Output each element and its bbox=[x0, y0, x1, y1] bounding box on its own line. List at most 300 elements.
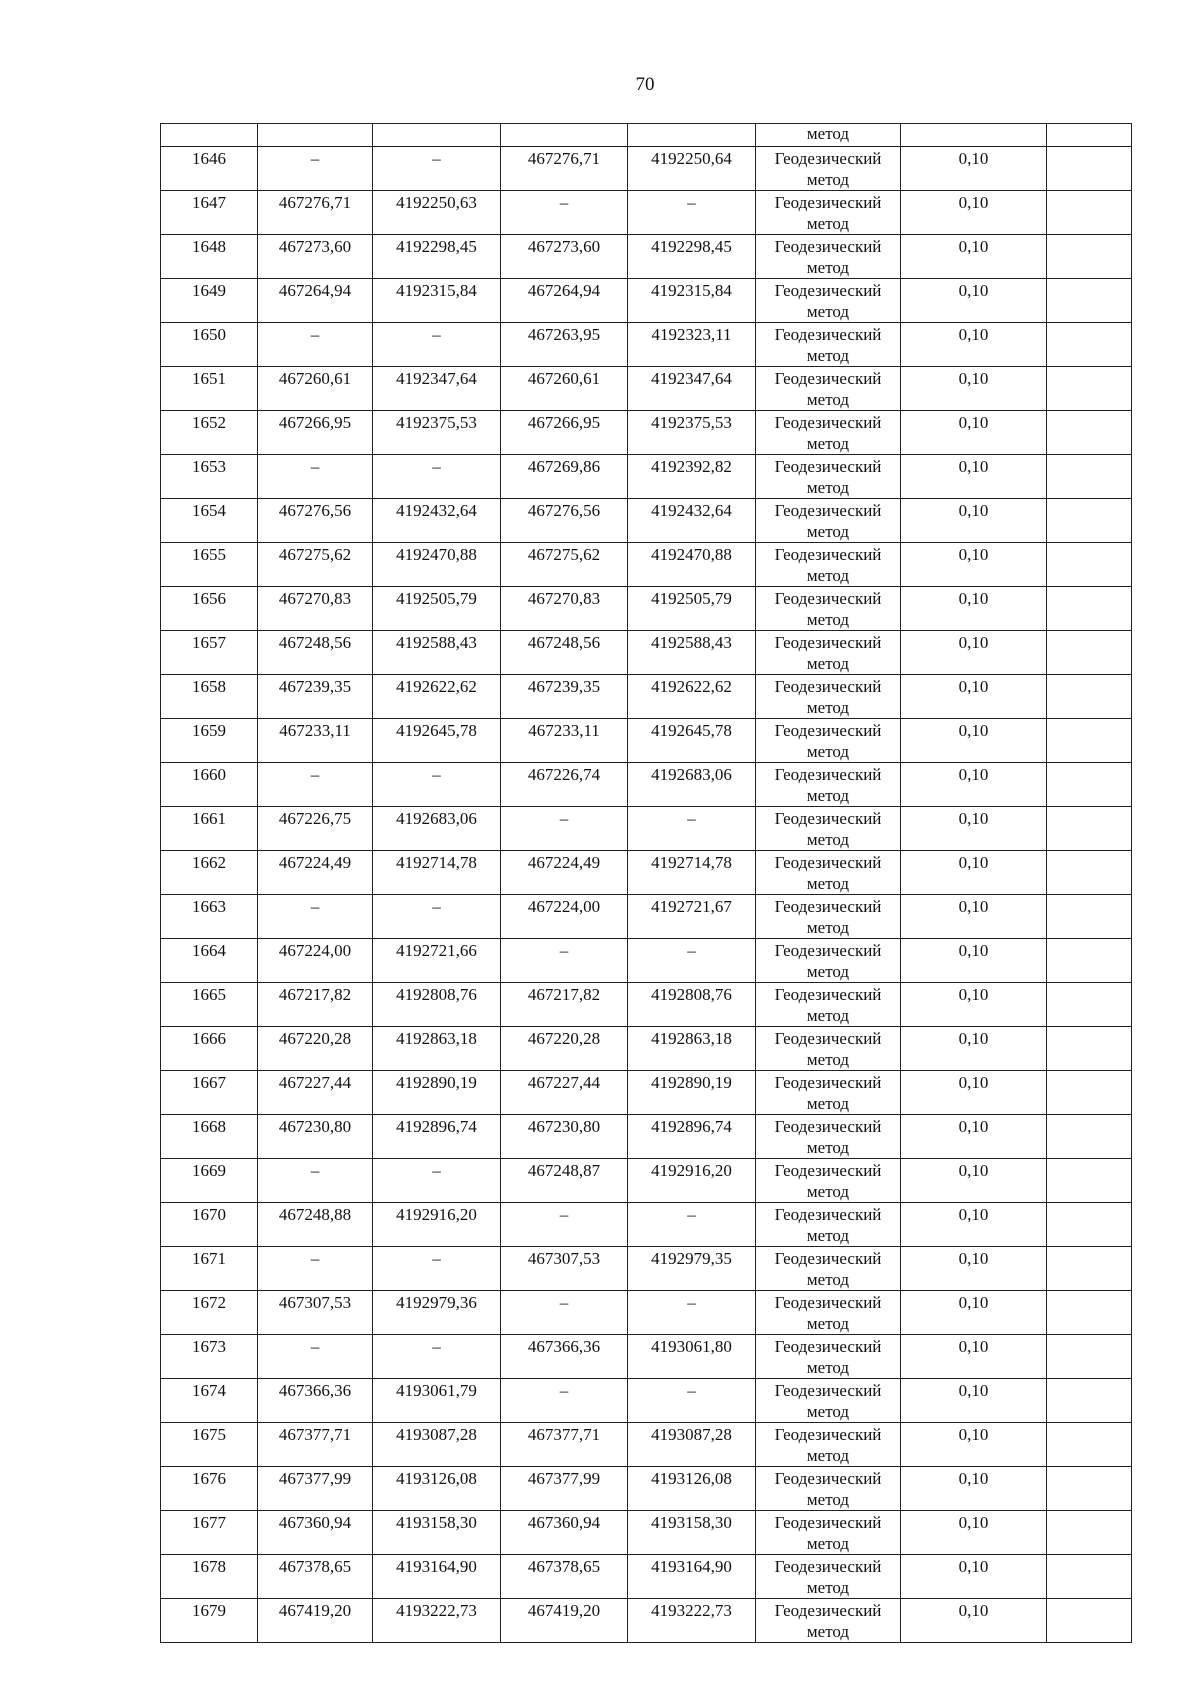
method-cell bbox=[756, 1555, 901, 1599]
method-line-2: метод bbox=[806, 742, 850, 761]
method-line-2: метод bbox=[806, 1578, 850, 1597]
y-new-cell bbox=[628, 543, 756, 587]
x-new-value: 467248,87 bbox=[527, 1161, 601, 1180]
empty-cell bbox=[1047, 675, 1132, 719]
y-existing-cell bbox=[373, 1511, 501, 1555]
method-line-2: метод bbox=[806, 698, 850, 717]
empty-cell bbox=[1047, 499, 1132, 543]
y-existing-value: – bbox=[432, 149, 441, 168]
y-existing-cell bbox=[373, 455, 501, 499]
y-new-value: – bbox=[687, 809, 696, 828]
y-new-value: 4193158,30 bbox=[651, 1513, 732, 1532]
method-cell bbox=[756, 895, 901, 939]
y-new-cell bbox=[628, 763, 756, 807]
method-line-2: метод bbox=[806, 1358, 850, 1377]
point-number-cell bbox=[161, 1115, 258, 1159]
x-new-value: 467233,11 bbox=[528, 721, 600, 740]
table-row bbox=[161, 1555, 1132, 1599]
method-line-2: метод bbox=[806, 1138, 850, 1157]
empty-cell bbox=[1047, 323, 1132, 367]
empty-cell bbox=[1047, 279, 1132, 323]
x-existing-value: – bbox=[310, 897, 320, 916]
accuracy-value: 0,10 bbox=[958, 985, 989, 1004]
method-line-1: Геодезический bbox=[774, 809, 882, 828]
x-new-value: 467360,94 bbox=[527, 1513, 601, 1532]
x-existing-value: – bbox=[310, 457, 320, 476]
x-existing-value: 467276,71 bbox=[278, 193, 352, 212]
x-new-cell bbox=[501, 1599, 628, 1643]
point-number-value: 1654 bbox=[192, 501, 226, 520]
x-new-value: 467273,60 bbox=[527, 237, 601, 256]
x-new-value: – bbox=[559, 1381, 569, 1400]
empty-cell bbox=[1047, 1423, 1132, 1467]
accuracy-cell bbox=[901, 411, 1047, 455]
y-new-value: 4193164,90 bbox=[651, 1557, 732, 1576]
x-new-cell bbox=[501, 939, 628, 983]
point-number-value: 1673 bbox=[192, 1337, 226, 1356]
empty-cell bbox=[1047, 191, 1132, 235]
coordinates-table bbox=[160, 123, 1132, 1643]
method-line-1: Геодезический bbox=[774, 369, 882, 388]
y-new-cell bbox=[628, 1071, 756, 1115]
method-line-2: метод bbox=[806, 1402, 850, 1421]
method-cell bbox=[756, 719, 901, 763]
accuracy-value: 0,10 bbox=[958, 1381, 989, 1400]
table-row bbox=[161, 807, 1132, 851]
empty-cell bbox=[1047, 1555, 1132, 1599]
y-new-cell bbox=[628, 1599, 756, 1643]
accuracy-cell bbox=[901, 895, 1047, 939]
y-existing-value: 4192470,88 bbox=[396, 545, 477, 564]
accuracy-cell bbox=[901, 1247, 1047, 1291]
y-new-cell bbox=[628, 1027, 756, 1071]
method-cell bbox=[756, 587, 901, 631]
x-existing-value: 467239,35 bbox=[278, 677, 352, 696]
x-new-cell bbox=[501, 235, 628, 279]
point-number-value: 1674 bbox=[192, 1381, 226, 1400]
method-line-1: Геодезический bbox=[774, 1249, 882, 1268]
x-existing-value: – bbox=[310, 1249, 320, 1268]
x-existing-cell bbox=[258, 939, 373, 983]
y-existing-value: – bbox=[432, 765, 441, 784]
x-existing-cell bbox=[258, 1027, 373, 1071]
table-cell bbox=[258, 124, 373, 147]
accuracy-cell bbox=[901, 1555, 1047, 1599]
table-row bbox=[161, 1335, 1132, 1379]
point-number-value: 1665 bbox=[192, 985, 226, 1004]
x-existing-cell bbox=[258, 147, 373, 191]
y-existing-cell bbox=[373, 1467, 501, 1511]
point-number-value: 1676 bbox=[192, 1469, 226, 1488]
y-existing-cell bbox=[373, 1027, 501, 1071]
y-existing-cell bbox=[373, 675, 501, 719]
point-number-cell bbox=[161, 939, 258, 983]
method-line-2: метод bbox=[806, 874, 850, 893]
x-new-value: 467378,65 bbox=[527, 1557, 601, 1576]
empty-cell bbox=[1047, 631, 1132, 675]
x-new-value: – bbox=[559, 941, 569, 960]
accuracy-value: 0,10 bbox=[958, 1513, 989, 1532]
accuracy-cell bbox=[901, 1379, 1047, 1423]
x-existing-cell bbox=[258, 235, 373, 279]
method-cell bbox=[756, 807, 901, 851]
x-existing-value: 467307,53 bbox=[278, 1293, 352, 1312]
x-existing-cell bbox=[258, 851, 373, 895]
accuracy-cell bbox=[901, 1115, 1047, 1159]
y-existing-cell bbox=[373, 1599, 501, 1643]
point-number-value: 1667 bbox=[192, 1073, 226, 1092]
method-cell bbox=[756, 543, 901, 587]
point-number-cell bbox=[161, 1203, 258, 1247]
x-existing-value: 467226,75 bbox=[278, 809, 352, 828]
x-existing-cell bbox=[258, 587, 373, 631]
point-number-value: 1648 bbox=[192, 237, 226, 256]
x-existing-cell bbox=[258, 367, 373, 411]
y-new-cell bbox=[628, 1335, 756, 1379]
method-cell bbox=[756, 455, 901, 499]
method-line-1: Геодезический bbox=[774, 853, 882, 872]
accuracy-value: 0,10 bbox=[958, 1117, 989, 1136]
method-cell bbox=[756, 279, 901, 323]
accuracy-cell bbox=[901, 1159, 1047, 1203]
point-number-cell bbox=[161, 367, 258, 411]
table-cell bbox=[628, 124, 756, 147]
table-row bbox=[161, 895, 1132, 939]
point-number-value: 1679 bbox=[192, 1601, 226, 1620]
point-number-value: 1664 bbox=[192, 941, 226, 960]
table-cell bbox=[373, 124, 501, 147]
method-line-1: Геодезический bbox=[774, 1161, 882, 1180]
point-number-cell bbox=[161, 587, 258, 631]
method-line-2: метод bbox=[806, 1094, 850, 1113]
method-line-1: Геодезический bbox=[774, 1557, 882, 1576]
x-existing-cell bbox=[258, 455, 373, 499]
point-number-cell bbox=[161, 191, 258, 235]
x-existing-cell bbox=[258, 191, 373, 235]
x-new-cell bbox=[501, 631, 628, 675]
x-new-cell bbox=[501, 455, 628, 499]
x-new-cell bbox=[501, 1335, 628, 1379]
x-new-cell bbox=[501, 1159, 628, 1203]
y-existing-value: 4192347,64 bbox=[396, 369, 477, 388]
y-new-cell bbox=[628, 235, 756, 279]
accuracy-value: 0,10 bbox=[958, 721, 989, 740]
point-number-cell bbox=[161, 147, 258, 191]
table-row bbox=[161, 763, 1132, 807]
empty-cell bbox=[1047, 543, 1132, 587]
y-existing-cell bbox=[373, 1335, 501, 1379]
y-new-cell bbox=[628, 455, 756, 499]
method-line-2: метод bbox=[806, 1270, 850, 1289]
x-existing-value: 467260,61 bbox=[278, 369, 352, 388]
y-existing-cell bbox=[373, 1379, 501, 1423]
x-existing-value: 467419,20 bbox=[278, 1601, 352, 1620]
method-cell bbox=[756, 1379, 901, 1423]
y-existing-value: 4192714,78 bbox=[396, 853, 477, 872]
method-cell bbox=[756, 939, 901, 983]
x-new-cell bbox=[501, 1511, 628, 1555]
table-row bbox=[161, 1247, 1132, 1291]
x-existing-value: 467224,00 bbox=[278, 941, 352, 960]
y-new-value: 4192714,78 bbox=[651, 853, 732, 872]
x-new-cell bbox=[501, 1467, 628, 1511]
empty-cell bbox=[1047, 1379, 1132, 1423]
method-line-2: метод bbox=[806, 786, 850, 805]
x-new-value: 467269,86 bbox=[527, 457, 601, 476]
accuracy-cell bbox=[901, 367, 1047, 411]
accuracy-value: 0,10 bbox=[958, 1425, 989, 1444]
method-line-1: Геодезический bbox=[774, 281, 882, 300]
point-number-cell bbox=[161, 851, 258, 895]
x-new-cell bbox=[501, 675, 628, 719]
x-existing-value: 467230,80 bbox=[278, 1117, 352, 1136]
x-existing-value: – bbox=[310, 325, 320, 344]
method-line-1: Геодезический bbox=[774, 721, 882, 740]
y-new-value: 4192250,64 bbox=[651, 149, 732, 168]
accuracy-value: 0,10 bbox=[958, 501, 989, 520]
x-existing-cell bbox=[258, 1467, 373, 1511]
x-new-cell bbox=[501, 807, 628, 851]
table-row bbox=[161, 1291, 1132, 1335]
x-new-value: 467275,62 bbox=[527, 545, 601, 564]
table-cell bbox=[501, 124, 628, 147]
method-line-1: Геодезический bbox=[774, 1293, 882, 1312]
empty-cell bbox=[1047, 455, 1132, 499]
accuracy-cell bbox=[901, 235, 1047, 279]
point-number-value: 1678 bbox=[192, 1557, 226, 1576]
accuracy-value: 0,10 bbox=[958, 809, 989, 828]
y-new-value: 4192315,84 bbox=[651, 281, 732, 300]
accuracy-value: 0,10 bbox=[958, 193, 989, 212]
y-existing-cell bbox=[373, 323, 501, 367]
x-existing-value: – bbox=[310, 149, 320, 168]
empty-cell bbox=[1047, 1203, 1132, 1247]
y-new-value: 4192347,64 bbox=[651, 369, 732, 388]
accuracy-value: 0,10 bbox=[958, 853, 989, 872]
point-number-cell bbox=[161, 499, 258, 543]
accuracy-cell bbox=[901, 587, 1047, 631]
point-number-value: 1677 bbox=[192, 1513, 226, 1532]
y-existing-value: 4192896,74 bbox=[396, 1117, 477, 1136]
x-new-value: 467226,74 bbox=[527, 765, 601, 784]
y-new-cell bbox=[628, 983, 756, 1027]
method-line-1: Геодезический bbox=[774, 941, 882, 960]
accuracy-cell bbox=[901, 279, 1047, 323]
empty-cell bbox=[1047, 1467, 1132, 1511]
y-new-value: 4192298,45 bbox=[651, 237, 732, 256]
y-existing-value: 4192622,62 bbox=[396, 677, 477, 696]
x-new-cell bbox=[501, 279, 628, 323]
method-line-1: Геодезический bbox=[774, 1073, 882, 1092]
accuracy-value: 0,10 bbox=[958, 1073, 989, 1092]
empty-cell bbox=[1047, 1027, 1132, 1071]
x-existing-value: – bbox=[310, 765, 320, 784]
x-new-value: 467377,71 bbox=[527, 1425, 601, 1444]
y-existing-value: 4192683,06 bbox=[396, 809, 477, 828]
x-existing-value: 467377,99 bbox=[278, 1469, 352, 1488]
method-cell bbox=[756, 1115, 901, 1159]
y-new-value: 4193061,80 bbox=[651, 1337, 732, 1356]
accuracy-cell bbox=[901, 455, 1047, 499]
y-existing-value: 4192375,53 bbox=[396, 413, 477, 432]
table-row bbox=[161, 587, 1132, 631]
table-row bbox=[161, 1423, 1132, 1467]
y-new-value: 4192392,82 bbox=[651, 457, 732, 476]
x-new-cell bbox=[501, 1071, 628, 1115]
x-existing-value: 467248,88 bbox=[278, 1205, 352, 1224]
point-number-value: 1662 bbox=[192, 853, 226, 872]
method-line-2: метод bbox=[806, 214, 850, 233]
table-row bbox=[161, 191, 1132, 235]
method-cell bbox=[756, 1511, 901, 1555]
point-number-value: 1671 bbox=[192, 1249, 226, 1268]
point-number-cell bbox=[161, 235, 258, 279]
x-new-value: 467224,00 bbox=[527, 897, 601, 916]
table-row bbox=[161, 499, 1132, 543]
y-existing-value: – bbox=[432, 1337, 441, 1356]
y-new-value: 4193126,08 bbox=[651, 1469, 732, 1488]
x-existing-cell bbox=[258, 1335, 373, 1379]
y-new-cell bbox=[628, 1511, 756, 1555]
accuracy-cell bbox=[901, 807, 1047, 851]
y-new-value: 4193087,28 bbox=[651, 1425, 732, 1444]
x-new-value: 467230,80 bbox=[527, 1117, 601, 1136]
point-number-value: 1657 bbox=[192, 633, 226, 652]
y-new-cell bbox=[628, 719, 756, 763]
y-new-value: 4192505,79 bbox=[651, 589, 732, 608]
point-number-cell bbox=[161, 1247, 258, 1291]
x-new-cell bbox=[501, 983, 628, 1027]
method-line-2: метод bbox=[806, 1006, 850, 1025]
method-line-2: метод bbox=[806, 522, 850, 541]
point-number-value: 1650 bbox=[192, 325, 226, 344]
y-new-value: 4192323,11 bbox=[651, 325, 732, 344]
method-cell bbox=[756, 1071, 901, 1115]
x-existing-value: 467227,44 bbox=[278, 1073, 352, 1092]
empty-cell bbox=[1047, 763, 1132, 807]
y-new-cell bbox=[628, 1203, 756, 1247]
table-row bbox=[161, 851, 1132, 895]
point-number-value: 1666 bbox=[192, 1029, 226, 1048]
x-existing-value: 467275,62 bbox=[278, 545, 352, 564]
x-existing-value: 467378,65 bbox=[278, 1557, 352, 1576]
method-line-1: Геодезический bbox=[774, 985, 882, 1004]
table-row bbox=[161, 455, 1132, 499]
empty-cell bbox=[1047, 983, 1132, 1027]
x-existing-cell bbox=[258, 631, 373, 675]
y-existing-value: 4192645,78 bbox=[396, 721, 477, 740]
x-existing-cell bbox=[258, 1423, 373, 1467]
method-cell bbox=[756, 367, 901, 411]
y-existing-value: 4192916,20 bbox=[396, 1205, 477, 1224]
x-new-cell bbox=[501, 1555, 628, 1599]
method-line-2: метод bbox=[806, 654, 850, 673]
accuracy-value: 0,10 bbox=[958, 1205, 989, 1224]
y-new-cell bbox=[628, 1467, 756, 1511]
method-cell bbox=[756, 675, 901, 719]
method-line-2: метод bbox=[806, 1314, 850, 1333]
x-new-cell bbox=[501, 1203, 628, 1247]
x-new-value: 467276,56 bbox=[527, 501, 601, 520]
empty-cell bbox=[1047, 411, 1132, 455]
method-line-1: Геодезический bbox=[774, 237, 882, 256]
point-number-cell bbox=[161, 411, 258, 455]
y-new-value: 4192916,20 bbox=[651, 1161, 732, 1180]
accuracy-value: 0,10 bbox=[958, 1601, 989, 1620]
x-new-cell bbox=[501, 1291, 628, 1335]
x-new-cell bbox=[501, 499, 628, 543]
y-existing-cell bbox=[373, 1071, 501, 1115]
table-row bbox=[161, 323, 1132, 367]
y-new-cell bbox=[628, 279, 756, 323]
point-number-value: 1656 bbox=[192, 589, 226, 608]
method-line-2: метод bbox=[806, 918, 850, 937]
y-existing-value: 4192315,84 bbox=[396, 281, 477, 300]
table-row bbox=[161, 1599, 1132, 1643]
y-existing-cell bbox=[373, 631, 501, 675]
x-existing-cell bbox=[258, 675, 373, 719]
point-number-cell bbox=[161, 279, 258, 323]
table-row bbox=[161, 1203, 1132, 1247]
point-number-value: 1653 bbox=[192, 457, 226, 476]
method-line-2: метод bbox=[806, 302, 850, 321]
method-cell bbox=[756, 323, 901, 367]
accuracy-cell bbox=[901, 763, 1047, 807]
method-line-1: Геодезический bbox=[774, 193, 882, 212]
accuracy-value: 0,10 bbox=[958, 237, 989, 256]
y-existing-cell bbox=[373, 763, 501, 807]
y-new-cell bbox=[628, 499, 756, 543]
y-new-value: 4192470,88 bbox=[651, 545, 732, 564]
y-new-cell bbox=[628, 1159, 756, 1203]
x-new-cell bbox=[501, 763, 628, 807]
table-cell bbox=[161, 124, 258, 147]
empty-cell bbox=[1047, 719, 1132, 763]
empty-cell bbox=[1047, 1247, 1132, 1291]
x-existing-cell bbox=[258, 1159, 373, 1203]
accuracy-cell bbox=[901, 1423, 1047, 1467]
method-continuation-text: метод bbox=[806, 124, 850, 143]
y-existing-value: 4192298,45 bbox=[396, 237, 477, 256]
accuracy-value: 0,10 bbox=[958, 941, 989, 960]
point-number-value: 1655 bbox=[192, 545, 226, 564]
y-existing-value: 4192721,66 bbox=[396, 941, 477, 960]
y-existing-value: 4193222,73 bbox=[396, 1601, 477, 1620]
accuracy-value: 0,10 bbox=[958, 1469, 989, 1488]
x-existing-cell bbox=[258, 719, 373, 763]
empty-cell bbox=[1047, 1115, 1132, 1159]
method-line-1: Геодезический bbox=[774, 1601, 882, 1620]
x-existing-cell bbox=[258, 411, 373, 455]
accuracy-cell bbox=[901, 631, 1047, 675]
y-existing-cell bbox=[373, 499, 501, 543]
y-existing-cell bbox=[373, 983, 501, 1027]
x-new-cell bbox=[501, 851, 628, 895]
empty-cell bbox=[1047, 1511, 1132, 1555]
x-new-cell bbox=[501, 1379, 628, 1423]
table-cell bbox=[1047, 124, 1132, 147]
y-existing-value: 4193087,28 bbox=[396, 1425, 477, 1444]
accuracy-value: 0,10 bbox=[958, 633, 989, 652]
x-existing-cell bbox=[258, 1379, 373, 1423]
accuracy-value: 0,10 bbox=[958, 369, 989, 388]
empty-cell bbox=[1047, 1335, 1132, 1379]
y-existing-cell bbox=[373, 719, 501, 763]
method-cell bbox=[756, 763, 901, 807]
point-number-cell bbox=[161, 1511, 258, 1555]
accuracy-value: 0,10 bbox=[958, 1293, 989, 1312]
y-new-cell bbox=[628, 587, 756, 631]
